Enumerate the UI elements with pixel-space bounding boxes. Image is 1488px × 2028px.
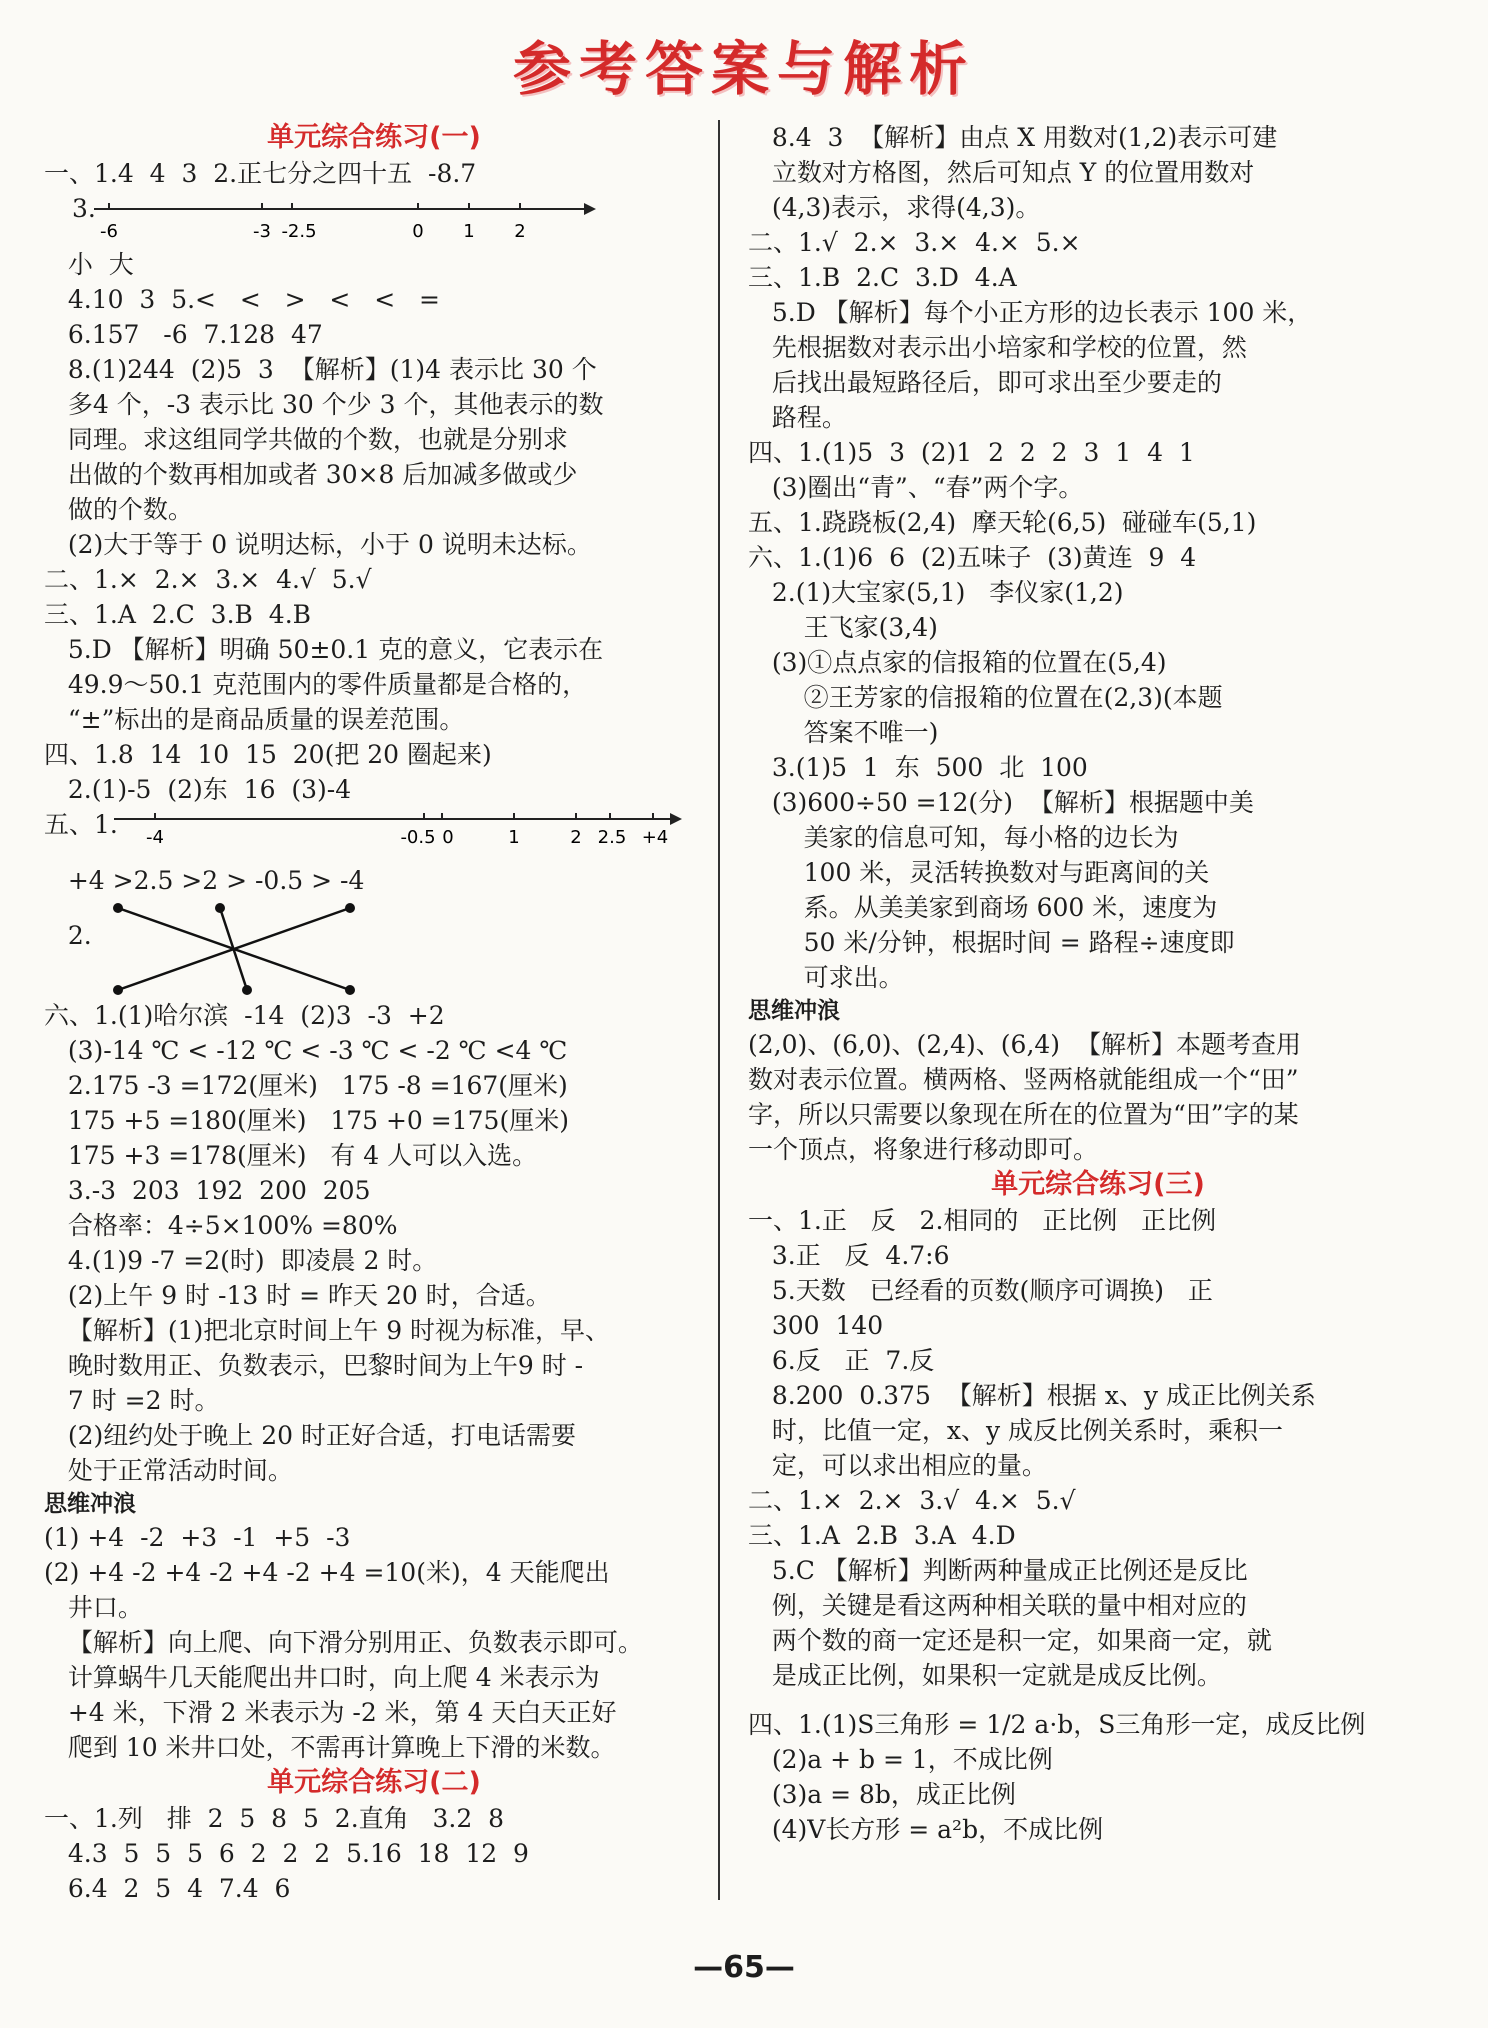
answer-line: 【解析】向上爬、向下滑分别用正、负数表示即可。	[44, 1628, 643, 1657]
item-label: 五、1.	[44, 810, 118, 839]
answer-line: (4,3)表示，求得(4,3)。	[748, 193, 1041, 222]
tick-label: -0.5	[400, 827, 436, 848]
answer-line: 4.10 3 5.< < > < < =	[44, 285, 440, 314]
answer-line: (1) +4 -2 +3 -1 +5 -3	[44, 1523, 351, 1552]
answer-line: 一、1.正 反 2.相同的 正比例 正比例	[748, 1206, 1217, 1235]
tick-label: 0	[412, 221, 424, 242]
tick-label: -6	[100, 221, 118, 242]
section-title: 单元综合练习(二)	[267, 1767, 481, 1798]
tick-label: -2.5	[281, 221, 317, 242]
item-label: 3.	[72, 194, 96, 223]
answer-line: 三、1.B 2.C 3.D 4.A	[748, 263, 1017, 292]
matching-lines	[104, 898, 424, 998]
answer-line: 字，所以只需要以象现在所在的位置为“田”字的某	[748, 1100, 1299, 1129]
answer-line: 8.4 3 【解析】由点 X 用数对(1,2)表示可建	[748, 123, 1278, 152]
answer-line: 四、1.(1)S三角形 = 1/2 a·b，S三角形一定，成反比例	[748, 1710, 1366, 1739]
answer-line: (2)上午 9 时 -13 时 = 昨天 20 时，合适。	[44, 1281, 551, 1310]
answer-line: 美家的信息可知，每小格的边长为	[748, 823, 1179, 852]
answer-line: 5.天数 已经看的页数(顺序可调换) 正	[748, 1276, 1213, 1305]
answer-line: 计算蜗牛几天能爬出井口时，向上爬 4 米表示为	[44, 1663, 600, 1692]
arrow-icon	[584, 203, 596, 215]
left-column	[44, 120, 704, 1906]
number-line-figure	[44, 807, 704, 863]
tick-label: 2	[514, 221, 526, 242]
answer-line: (2,0)、(6,0)、(2,4)、(6,4) 【解析】本题考查用	[748, 1030, 1301, 1059]
answer-line: 合格率：4÷5×100% =80%	[44, 1211, 398, 1240]
answer-line: 路程。	[748, 403, 847, 432]
item-label: 2.	[44, 921, 92, 950]
answer-line: 5.D 【解析】明确 50±0.1 克的意义，它表示在	[44, 635, 604, 664]
number-line	[44, 191, 644, 247]
answer-line: 300 140	[748, 1311, 884, 1340]
answer-line: 可求出。	[748, 963, 904, 992]
answer-line: 4.(1)9 -7 =2(时) 即凌晨 2 时。	[44, 1246, 438, 1275]
answer-line: 多4 个，-3 表示比 30 个少 3 个，其他表示的数	[44, 390, 604, 419]
answer-line: 出做的个数再相加或者 30×8 后加减多做或少	[44, 460, 578, 489]
answer-line: 同理。求这组同学共做的个数，也就是分别求	[44, 425, 568, 454]
tick-label: -4	[146, 827, 164, 848]
answer-line: 处于正常活动时间。	[44, 1456, 293, 1485]
answer-line: +4 米，下滑 2 米表示为 -2 米，第 4 天白天正好	[44, 1698, 617, 1727]
answer-line: 175 +5 =180(厘米) 175 +0 =175(厘米)	[44, 1106, 569, 1135]
section-title: 单元综合练习(三)	[991, 1169, 1205, 1200]
tick-label: 2	[570, 827, 582, 848]
answer-line: (3)-14 ℃ < -12 ℃ < -3 ℃ < -2 ℃ <4 ℃	[44, 1036, 568, 1065]
answer-line: 二、1.√ 2.× 3.× 4.× 5.×	[748, 228, 1081, 257]
answer-line: 六、1.(1)哈尔滨 -14 (2)3 -3 +2	[44, 1001, 445, 1030]
number-line-figure	[44, 191, 704, 247]
subheading: 思维冲浪	[748, 998, 840, 1024]
tick-label: 2.5	[597, 827, 627, 848]
answer-line: 一个顶点，将象进行移动即可。	[748, 1135, 1099, 1164]
answer-line: “±”标出的是商品质量的误差范围。	[44, 705, 465, 734]
answer-line: 王飞家(3,4)	[748, 613, 938, 642]
answer-line: 3.-3 203 192 200 205	[44, 1176, 371, 1205]
answer-line: 二、1.× 2.× 3.× 4.√ 5.√	[44, 565, 372, 594]
answer-line: 答案不唯一)	[748, 718, 939, 747]
answer-line: 175 +3 =178(厘米) 有 4 人可以入选。	[44, 1141, 538, 1170]
answer-line: (3)600÷50 =12(分) 【解析】根据题中美	[748, 788, 1254, 817]
tick-label: 1	[463, 221, 475, 242]
answer-line: 二、1.× 2.× 3.√ 4.× 5.√	[748, 1486, 1076, 1515]
answer-line: 两个数的商一定还是积一定，如果商一定，就	[748, 1626, 1272, 1655]
answer-line: (3)圈出“青”、“春”两个字。	[748, 473, 1084, 502]
answer-line: 晚时数用正、负数表示，巴黎时间为上午9 时 -	[44, 1351, 584, 1380]
answer-line: 2.175 -3 =172(厘米) 175 -8 =167(厘米)	[44, 1071, 568, 1100]
page-title: 参考答案与解析	[512, 35, 975, 103]
answer-line: 三、1.A 2.B 3.A 4.D	[748, 1521, 1016, 1550]
answer-line: ②王芳家的信报箱的位置在(2,3)(本题	[748, 683, 1223, 712]
right-column	[748, 120, 1448, 1847]
arrow-icon	[670, 813, 682, 825]
answer-line: 做的个数。	[44, 495, 193, 524]
answer-line: (3)a = 8b，成正比例	[748, 1780, 1016, 1809]
answer-line: 时，比值一定，x、y 成反比例关系时，乘积一	[748, 1416, 1284, 1445]
answer-line: 100 米，灵活转换数对与距离间的关	[748, 858, 1210, 887]
answer-line: 【解析】(1)把北京时间上午 9 时视为标准，早、	[44, 1316, 611, 1345]
answer-line: 先根据数对表示出小培家和学校的位置，然	[748, 333, 1247, 362]
answer-line: 系。从美美家到商场 600 米，速度为	[748, 893, 1218, 922]
subheading: 思维冲浪	[44, 1491, 136, 1517]
answer-line: (2) +4 -2 +4 -2 +4 -2 +4 =10(米)，4 天能爬出	[44, 1558, 610, 1587]
answer-line: 7 时 =2 时。	[44, 1386, 220, 1415]
answer-line: 数对表示位置。横两格、竖两格就能组成一个“田”	[748, 1065, 1299, 1094]
answer-line: 49.9～50.1 克范围内的零件质量都是合格的，	[44, 670, 588, 699]
answer-line: 一、1.列 排 2 5 8 5 2.直角 3.2 8	[44, 1804, 505, 1833]
answer-line: 8.(1)244 (2)5 3 【解析】(1)4 表示比 30 个	[44, 355, 597, 384]
tick-label: +4	[641, 827, 669, 848]
answer-line: 6.157 -6 7.128 47	[44, 320, 323, 349]
answer-line: 爬到 10 米井口处，不需再计算晚上下滑的米数。	[44, 1733, 616, 1762]
answer-line: 六、1.(1)6 6 (2)五味子 (3)黄连 9 4	[748, 543, 1197, 572]
answer-line: (2)纽约处于晚上 20 时正好合适，打电话需要	[44, 1421, 576, 1450]
answer-line: 3.正 反 4.7:6	[748, 1241, 950, 1270]
tick-label: 0	[442, 827, 454, 848]
column-divider	[718, 120, 720, 1900]
answer-line: (2)a + b = 1，不成比例	[748, 1745, 1053, 1774]
tick-label: 1	[508, 827, 520, 848]
answer-line: 一、1.4 4 3 2.正七分之四十五 -8.7	[44, 159, 477, 188]
answer-line: 立数对方格图，然后可知点 Y 的位置用数对	[748, 158, 1255, 187]
answer-line: 4.3 5 5 5 6 2 2 2 5.16 18 12 9	[44, 1839, 529, 1868]
answer-line: 三、1.A 2.C 3.B 4.B	[44, 600, 312, 629]
tick-label: -3	[253, 221, 271, 242]
answer-line: +4 >2.5 >2 > -0.5 > -4	[44, 866, 365, 895]
answer-line: 2.(1)-5 (2)东 16 (3)-4	[44, 775, 352, 804]
answer-line: 后找出最短路径后，即可求出至少要走的	[748, 368, 1222, 397]
page-number: —65—	[693, 1950, 795, 1985]
answer-line: (4)V长方形 = a²b，不成比例	[748, 1815, 1104, 1844]
answer-line: 3.(1)5 1 东 500 北 100	[748, 753, 1088, 782]
answer-line: 6.4 2 5 4 7.4 6	[44, 1874, 291, 1903]
answer-line: 五、1.跷跷板(2,4) 摩天轮(6,5) 碰碰车(5,1)	[748, 508, 1257, 537]
answer-line: 定，可以求出相应的量。	[748, 1451, 1047, 1480]
answer-line: 6.反 正 7.反	[748, 1346, 935, 1375]
answer-line: 四、1.(1)5 3 (2)1 2 2 2 3 1 4 1	[748, 438, 1195, 467]
section-title: 单元综合练习(一)	[267, 122, 481, 153]
answer-line: 井口。	[44, 1593, 143, 1622]
answer-line: 是成正比例，如果积一定就是成反比例。	[748, 1661, 1222, 1690]
answer-line: 5.D 【解析】每个小正方形的边长表示 100 米，	[748, 298, 1313, 327]
answer-line: 5.C 【解析】判断两种量成正比例还是反比	[748, 1556, 1248, 1585]
answer-line: 例，关键是看这两种相关联的量中相对应的	[748, 1591, 1247, 1620]
answer-line: 8.200 0.375 【解析】根据 x、y 成正比例关系	[748, 1381, 1316, 1410]
answer-line: (3)①点点家的信报箱的位置在(5,4)	[748, 648, 1167, 677]
answer-line: 四、1.8 14 10 15 20(把 20 圈起来)	[44, 740, 492, 769]
number-line	[44, 807, 684, 863]
answer-line: 50 米/分钟，根据时间 = 路程÷速度即	[748, 928, 1235, 957]
answer-line: (2)大于等于 0 说明达标，小于 0 说明未达标。	[44, 530, 592, 559]
answer-line: 小 大	[44, 250, 134, 279]
answer-line: 2.(1)大宝家(5,1) 李仪家(1,2)	[748, 578, 1124, 607]
matching-figure	[44, 898, 704, 998]
